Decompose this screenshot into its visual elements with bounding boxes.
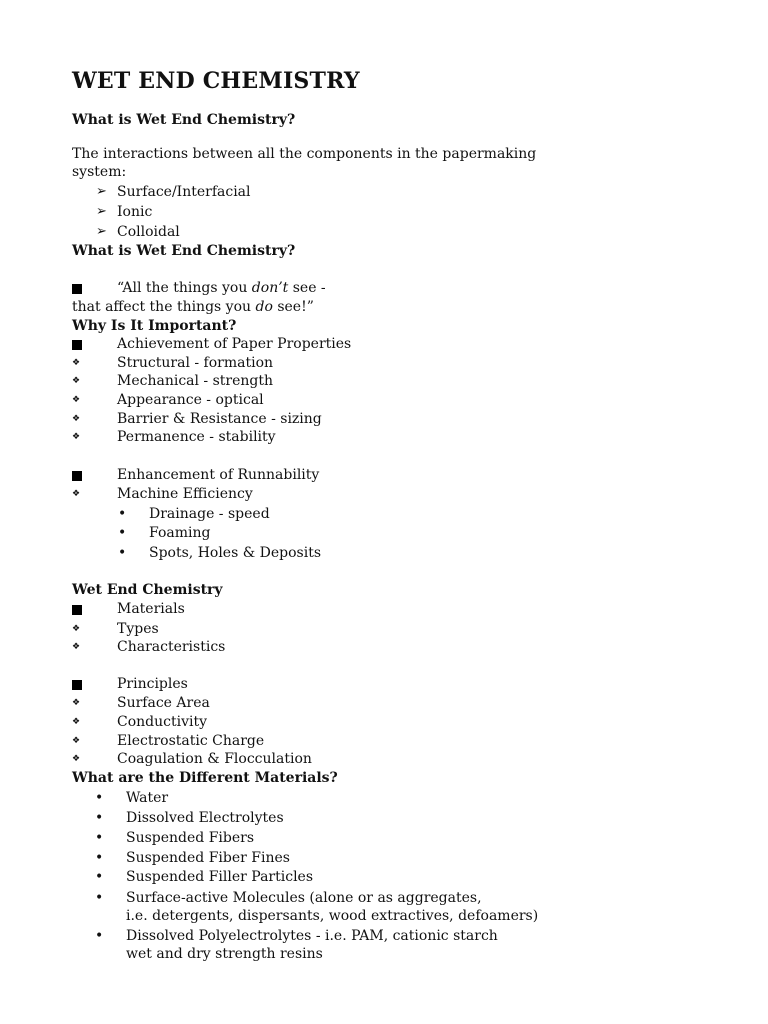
- heading-what-is: What is Wet End Chemistry?: [72, 112, 296, 128]
- list-item: Spots, Holes & Deposits: [149, 545, 322, 561]
- arrow-bullet-icon: ➢: [96, 224, 107, 239]
- list-item: Appearance - optical: [117, 392, 264, 408]
- page-title: WET END CHEMISTRY: [72, 68, 360, 94]
- list-item: Foaming: [149, 525, 211, 541]
- heading-materials: What are the Different Materials?: [72, 770, 338, 786]
- arrow-bullet-icon: ➢: [96, 204, 107, 219]
- diamond-bullet-icon: ❖: [72, 395, 81, 405]
- list-item: Characteristics: [117, 639, 226, 655]
- list-item: Conductivity: [117, 714, 208, 730]
- square-bullet-icon: [72, 680, 82, 690]
- list-item: Suspended Fiber Fines: [126, 850, 290, 866]
- list-item: Permanence - stability: [117, 429, 276, 445]
- list-item: Surface Area: [117, 695, 210, 711]
- heading-wet-end: Wet End Chemistry: [72, 582, 223, 598]
- quote-line-2: that affect the things you do see!”: [72, 299, 314, 315]
- list-item: Ionic: [117, 204, 153, 220]
- quote-line-1: “All the things you don’t see -: [117, 280, 326, 296]
- list-item: Surface/Interfacial: [117, 184, 251, 200]
- bullet-dot-icon: •: [95, 928, 104, 944]
- list-item: Principles: [117, 676, 188, 692]
- list-item: Suspended Filler Particles: [126, 869, 314, 885]
- bullet-dot-icon: •: [95, 810, 104, 826]
- diamond-bullet-icon: ❖: [72, 698, 81, 708]
- bullet-dot-icon: •: [118, 525, 127, 541]
- list-item: Mechanical - strength: [117, 373, 274, 389]
- bullet-dot-icon: •: [95, 790, 104, 806]
- diamond-bullet-icon: ❖: [72, 432, 81, 442]
- square-bullet-icon: [72, 284, 82, 294]
- list-item: Surface-active Molecules (alone or as aggregates,: [126, 890, 482, 906]
- list-item: Structural - formation: [117, 355, 274, 371]
- square-bullet-icon: [72, 605, 82, 615]
- diamond-bullet-icon: ❖: [72, 414, 81, 424]
- square-bullet-icon: [72, 340, 82, 350]
- diamond-bullet-icon: ❖: [72, 489, 81, 499]
- intro-text-cont: system:: [72, 164, 127, 180]
- diamond-bullet-icon: ❖: [72, 624, 81, 634]
- list-item: Dissolved Polyelectrolytes - i.e. PAM, cationic starch: [126, 928, 498, 944]
- list-item: Achievement of Paper Properties: [117, 336, 352, 352]
- list-item: Dissolved Electrolytes: [126, 810, 284, 826]
- arrow-bullet-icon: ➢: [96, 184, 107, 199]
- list-item: Materials: [117, 601, 185, 617]
- list-item: Barrier & Resistance - sizing: [117, 411, 322, 427]
- list-item: Water: [126, 790, 169, 806]
- list-item: Machine Efficiency: [117, 486, 253, 502]
- bullet-dot-icon: •: [118, 545, 127, 561]
- bullet-dot-icon: •: [95, 869, 104, 885]
- bullet-dot-icon: •: [118, 506, 127, 522]
- diamond-bullet-icon: ❖: [72, 376, 81, 386]
- diamond-bullet-icon: ❖: [72, 358, 81, 368]
- bullet-dot-icon: •: [95, 850, 104, 866]
- diamond-bullet-icon: ❖: [72, 736, 81, 746]
- list-item: Suspended Fibers: [126, 830, 255, 846]
- bullet-dot-icon: •: [95, 890, 104, 906]
- diamond-bullet-icon: ❖: [72, 642, 81, 652]
- list-item: Electrostatic Charge: [117, 733, 265, 749]
- list-item: Coagulation & Flocculation: [117, 751, 312, 767]
- list-item-continuation: i.e. detergents, dispersants, wood extractives, defoamers): [126, 908, 539, 924]
- list-item: Enhancement of Runnability: [117, 467, 320, 483]
- list-item: Drainage - speed: [149, 506, 270, 522]
- heading-why-important: Why Is It Important?: [72, 318, 237, 334]
- diamond-bullet-icon: ❖: [72, 754, 81, 764]
- list-item-continuation: wet and dry strength resins: [126, 946, 323, 962]
- list-item: Types: [117, 621, 159, 637]
- square-bullet-icon: [72, 471, 82, 481]
- diamond-bullet-icon: ❖: [72, 717, 81, 727]
- list-item: Colloidal: [117, 224, 180, 240]
- heading-what-is-2: What is Wet End Chemistry?: [72, 243, 296, 259]
- intro-text: The interactions between all the components in the papermaking: [72, 146, 537, 162]
- bullet-dot-icon: •: [95, 830, 104, 846]
